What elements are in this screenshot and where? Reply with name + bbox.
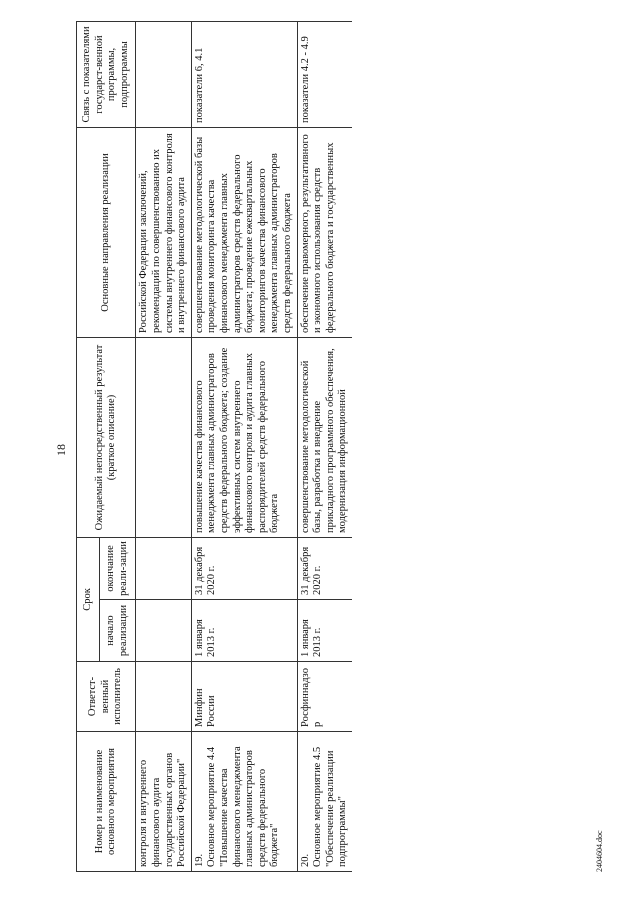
cell-end: 31 декабря 2020 г.: [297, 537, 352, 599]
row-number: 20.: [299, 853, 311, 867]
cell-link: показатели 4.2 - 4.9: [297, 21, 352, 127]
cell-directions: обеспечение правомерного, результативного и экономного использования средств федерального бюджета и государственных: [297, 127, 352, 337]
cell-link: показатели 6, 4.1: [191, 21, 297, 127]
cell-name: [191, 732, 297, 872]
cell-directions: Российской Федерации заключений, рекомендаций по совершенствованию их системы внутреннего финансового контроля и внутреннего финансового аудита: [136, 127, 191, 337]
row-name: контроля и внутреннего финансового аудита государственных органов Российской Федерации": [138, 752, 188, 867]
header-directions: Основные направления реализации: [77, 127, 136, 337]
cell-executor: [136, 662, 191, 732]
file-footer: 2404604.doc: [595, 830, 604, 872]
activities-table: [76, 21, 352, 872]
table-row: [297, 21, 352, 871]
cell-end: [136, 537, 191, 599]
rotated-content: [50, 20, 610, 880]
cell-name: [297, 732, 352, 872]
header-start: начало реализации: [99, 600, 135, 662]
row-name: Основное мероприятие 4.5 "Обеспечение реализации подпрограммы": [312, 746, 349, 867]
cell-result: [136, 337, 191, 537]
cell-start: [136, 600, 191, 662]
row-name: Основное мероприятие 4.4 "Повышение качества финансового менеджмента главных администраторов средств федерального бюджета": [206, 746, 281, 867]
cell-directions: совершенствование методологической базы проведения мониторинга качества финансового менеджмента главных администраторов средств федерального бюджета; проведение ежеквартальных мониторингов качества финансового менеджмента главных администраторов средств федерального бюджета: [191, 127, 297, 337]
header-link: Связь с показателями государст-венной программы, подпрограммы: [77, 21, 136, 127]
header-expected-result: Ожидаемый непосредственный результат (краткое описание): [77, 337, 136, 537]
cell-start: 1 января 2013 г.: [191, 600, 297, 662]
table-row: [136, 21, 191, 871]
cell-result: повышение качества финансового менеджмента главных администраторов средств федерального бюджета; создание эффективных систем внутреннего финансового контроля и аудита главных распорядителей средств федерального бюджета: [191, 337, 297, 537]
cell-link: [136, 21, 191, 127]
header-number-and-name: Номер и наименование основного мероприятия: [77, 732, 136, 872]
cell-name: [136, 732, 191, 872]
cell-executor: Росфиннадзор: [297, 662, 352, 732]
header-executor: Ответст-венный исполнитель: [77, 662, 136, 732]
page-number: 18: [54, 444, 68, 456]
cell-end: 31 декабря 2020 г.: [191, 537, 297, 599]
cell-result: совершенствование методологической базы, разработка и внедрение прикладного программного обеспечения, модернизация информационной: [297, 337, 352, 537]
cell-executor: Минфин России: [191, 662, 297, 732]
row-number: 19.: [193, 853, 205, 867]
header-end: окончание реали-зации: [99, 537, 135, 599]
header-term: Срок: [77, 537, 100, 661]
cell-start: 1 января 2013 г.: [297, 600, 352, 662]
table-row: [191, 21, 297, 871]
